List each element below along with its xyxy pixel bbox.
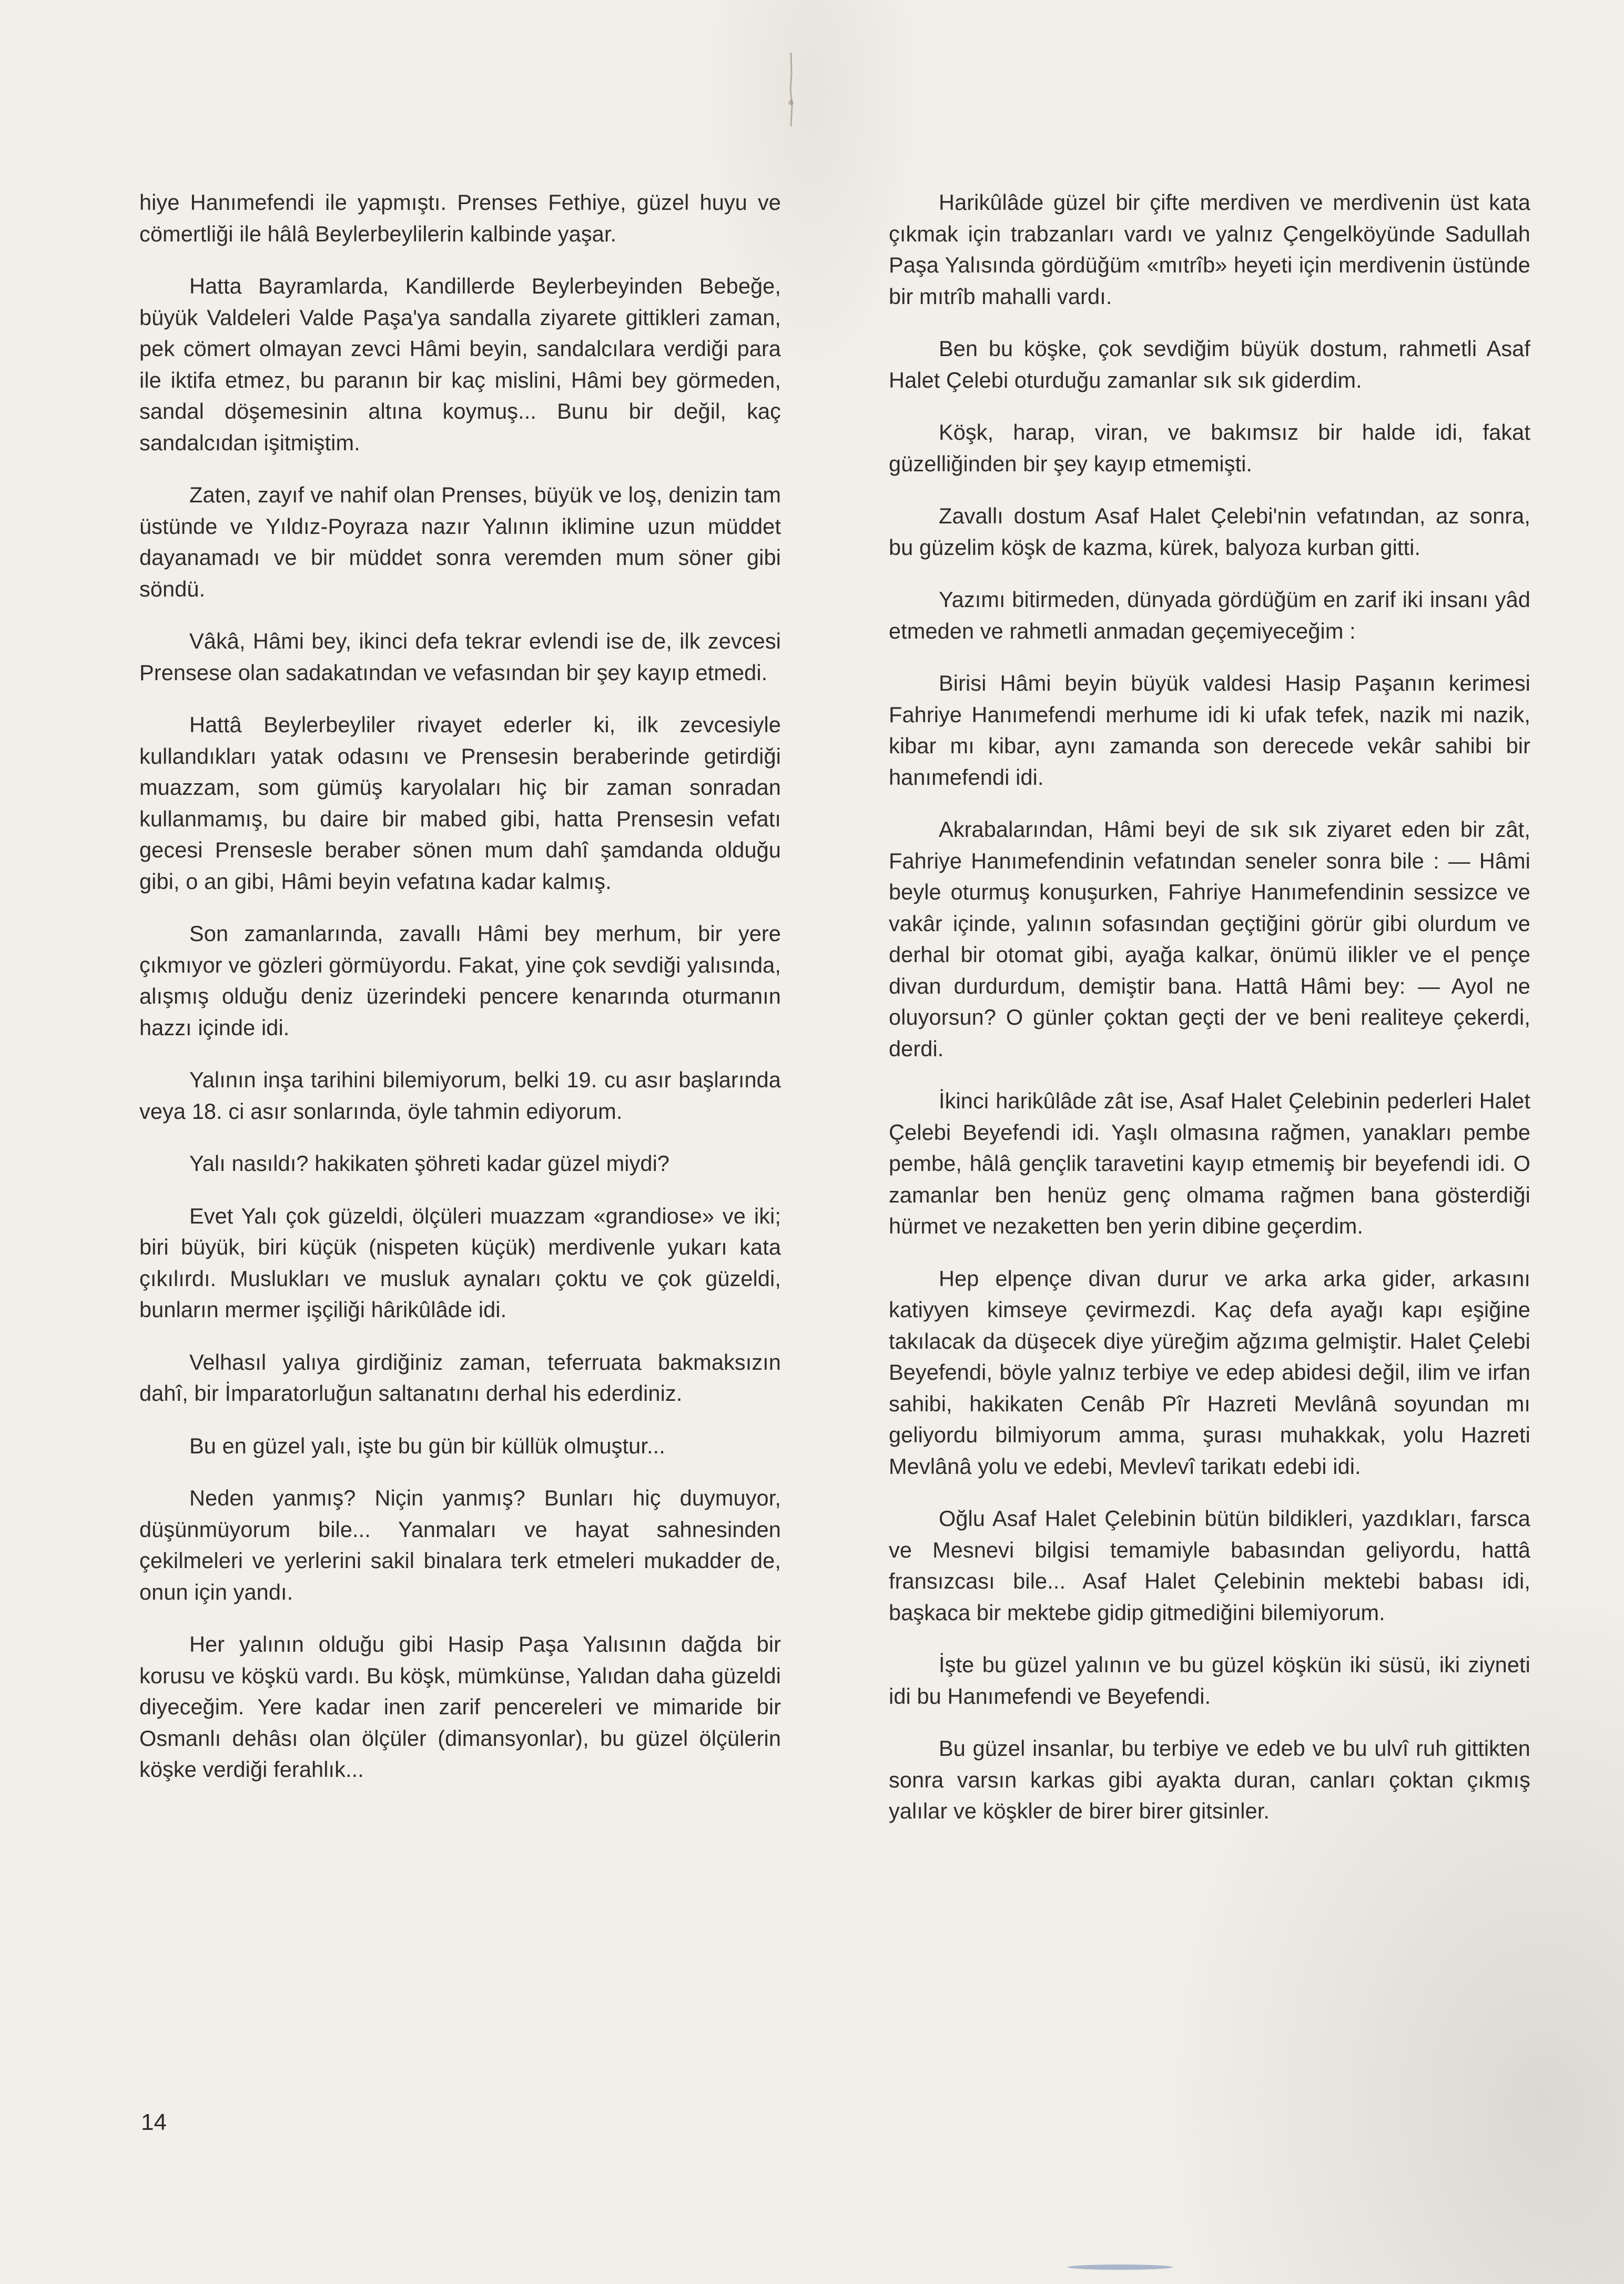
paragraph: Hep elpençe divan durur ve arka arka gider, arkasını katiyyen kimseye çevirmezdi. Kaç defa ayağı kapı eşiğine takılacak da düşecek diye yüreğim ağzıma gelmiştir. Halet Çelebi Beyefendi, böyle yalnız terbiye ve edep abidesi değil, ilim ve irfan sahibi, hakikaten Cenâb Pîr Hazreti Mevlânâ soyundan mı geliyordu bilmiyorum amma, şurası muhakkak, yolu Hazreti Mevlânâ yolu ve edebi, Mevlevî tarikatı edebi idi. — [889, 1266, 1530, 1479]
paragraph: İşte bu güzel yalının ve bu güzel köşkün iki süsü, iki ziyneti idi bu Hanımefendi ve Beyefendi. — [889, 1652, 1530, 1709]
paragraph: Yalı nasıldı? hakikaten şöhreti kadar güzel miydi? — [189, 1151, 670, 1176]
paragraph: Vâkâ, Hâmi bey, ikinci defa tekrar evlendi ise de, ilk zevcesi Prensese olan sadakatından ve vefasından bir şey kayıp etmedi. — [139, 629, 781, 685]
paragraph: Son zamanlarında, zavallı Hâmi bey merhum, bir yere çıkmıyor ve gözleri görmüyordu. Fakat, yine çok sevdiği yalısında, alışmış olduğu deniz üzerindeki pencere kenarında oturmanın hazzı içinde idi. — [139, 921, 781, 1040]
paragraph: Neden yanmış? Niçin yanmış? Bunları hiç duymuyor, düşünmüyorum bile... Yanmaları ve hayat sahnesinden çekilmeleri ve yerlerini sakil binalara terk etmeleri mukadder de, onun için yandı. — [139, 1485, 781, 1604]
paragraph: İkinci harikûlâde zât ise, Asaf Halet Çelebinin pederleri Halet Çelebi Beyefendi idi. Yaşlı olmasına rağmen, yanakları pembe pembe, hâlâ gençlik taravetini kayıp etmemiş bir beyefendi idi. O zamanlar ben henüz genç olmama rağmen bana gösterdiği hürmet ve nezaketten ben yerin dibine geçerdim. — [889, 1088, 1530, 1238]
paragraph: Yazımı bitirmeden, dünyada gördüğüm en zarif iki insanı yâd etmeden ve rahmetli anmadan geçemiyeceğim : — [889, 587, 1530, 643]
paragraph: Zaten, zayıf ve nahif olan Prenses, büyük ve loş, denizin tam üstünde ve Yıldız-Poyraza nazır Yalının iklimine uzun müddet dayanamadı ve bir müddet sonra veremden mum söner gibi söndü. — [139, 482, 781, 601]
paragraph: Velhasıl yalıya girdiğiniz zaman, teferruata bakmaksızın dahî, bir İmparatorluğun saltanatını derhal his ederdiniz. — [139, 1349, 781, 1406]
paragraph: Yalının inşa tarihini bilemiyorum, belki 19. cu asır başlarında veya 18. ci asır sonlarında, öyle tahmin ediyorum. — [139, 1067, 781, 1124]
paragraph: Bu güzel insanlar, bu terbiye ve edeb ve bu ulvî ruh gittikten sonra varsın karkas gibi ayakta duran, canları çoktan çıkmış yalılar ve köşkler de birer birer gitsinler. — [889, 1736, 1530, 1823]
left-column — [139, 187, 781, 1806]
binding-stain — [787, 53, 795, 126]
paragraph: Bu en güzel yalı, işte bu gün bir küllük olmuştur... — [189, 1433, 665, 1458]
paragraph: hiye Hanımefendi ile yapmıştı. Prenses Fethiye, güzel huyu ve cömertliği ile hâlâ Beylerbeylilerin kalbinde yaşar. — [139, 190, 781, 246]
right-column — [889, 187, 1530, 1848]
paragraph: Her yalının olduğu gibi Hasip Paşa Yalısının dağda bir korusu ve köşkü vardı. Bu köşk, mümkünse, Yalıdan daha güzeldi diyeceğim. Yere kadar inen zarif pencereleri ve mimaride bir Osmanlı dehâsı olan ölçüler (dimansyonlar), bu güzel ölçülerin köşke verdiği ferahlık... — [139, 1632, 781, 1782]
page-number: 14 — [141, 2109, 167, 2135]
paragraph: Birisi Hâmi beyin büyük valdesi Hasip Paşanın kerimesi Fahriye Hanımefendi merhume idi ki ufak tefek, nazik mi nazik, kibar mı kibar, aynı zamanda son derecede vekâr sahibi bir hanımefendi idi. — [889, 671, 1530, 790]
paragraph: Harikûlâde güzel bir çifte merdiven ve merdivenin üst kata çıkmak için trabzanları vardı ve yalnız Çengelköyünde Sadullah Paşa Yalısında gördüğüm «mıtrîb» heyeti için merdivenin üstünde bir mıtrîb mahalli vardı. — [889, 190, 1530, 309]
paragraph: Zavallı dostum Asaf Halet Çelebi'nin vefatından, az sonra, bu güzelim köşk de kazma, kürek, balyoza kurban gitti. — [889, 503, 1530, 560]
paragraph: Hattâ Beylerbeyliler rivayet ederler ki, ilk zevcesiyle kullandıkları yatak odasını ve Prensesin beraberinde getirdiği muazzam, som gümüş karyolaları hiç bir zaman sonradan kullanmamış, bu daire bir mabed gibi, hatta Prensesin vefatı gecesi Prensesle beraber sönen mum dahî şamdanda olduğu gibi, o an gibi, Hâmi beyin vefatına kadar kalmış. — [139, 712, 781, 894]
paragraph: Evet Yalı çok güzeldi, ölçüleri muazzam «grandiose» ve iki; biri büyük, biri küçük (nispeten küçük) merdivenle yukarı kata çıkılırdı. Muslukları ve musluk aynaları çoktu ve çok güzeldi, bunların mermer işçiliği hârikûlâde idi. — [139, 1203, 781, 1322]
paragraph: Köşk, harap, viran, ve bakımsız bir halde idi, fakat güzelliğinden bir şey kayıp etmemişti. — [889, 420, 1530, 476]
paragraph: Hatta Bayramlarda, Kandillerde Beylerbeyinden Bebeğe, büyük Valdeleri Valde Paşa'ya sandalla ziyarete gittikleri zaman, pek cömert olmayan zevci Hâmi beyin, sandalcılara verdiği para ile iktifa etmez, bu paranın bir kaç mislini, Hâmi bey görmeden, sandal döşemesinin altına koymuş... Bunu bir değil, kaç sandalcıdan işitmiştim. — [139, 274, 781, 455]
paragraph: Oğlu Asaf Halet Çelebinin bütün bildikleri, yazdıkları, farsca ve Mesnevi bilgisi temamiyle babasından geliyordu, hattâ fransızcası bile... Asaf Halet Çelebinin mektebi babası idi, başkaca bir mektebe gidip gitmediğini bilemiyorum. — [889, 1506, 1530, 1625]
paragraph: Akrabalarından, Hâmi beyi de sık sık ziyaret eden bir zât, Fahriye Hanımefendinin vefatından seneler sonra bile : — Hâmi beyle oturmuş konuşurken, Fahriye Hanımefendinin sessizce ve vakâr içinde, yalının sofasından geçtiğini görür gibi olurdum ve derhal bir otomat gibi, ayağa kalkar, önümü ilikler ve el pençe divan durdurdum, demiştir bana. Hattâ Hâmi bey: — Ayol ne oluyorsun? O günler çoktan geçti der ve beni realiteye çekerdi, derdi. — [889, 817, 1530, 1061]
paragraph: Ben bu köşke, çok sevdiğim büyük dostum, rahmetli Asaf Halet Çelebi oturduğu zamanlar sık sık giderdim. — [889, 336, 1530, 392]
ink-smudge — [1062, 2262, 1178, 2272]
paper-wear-texture — [1403, 2032, 1624, 2284]
